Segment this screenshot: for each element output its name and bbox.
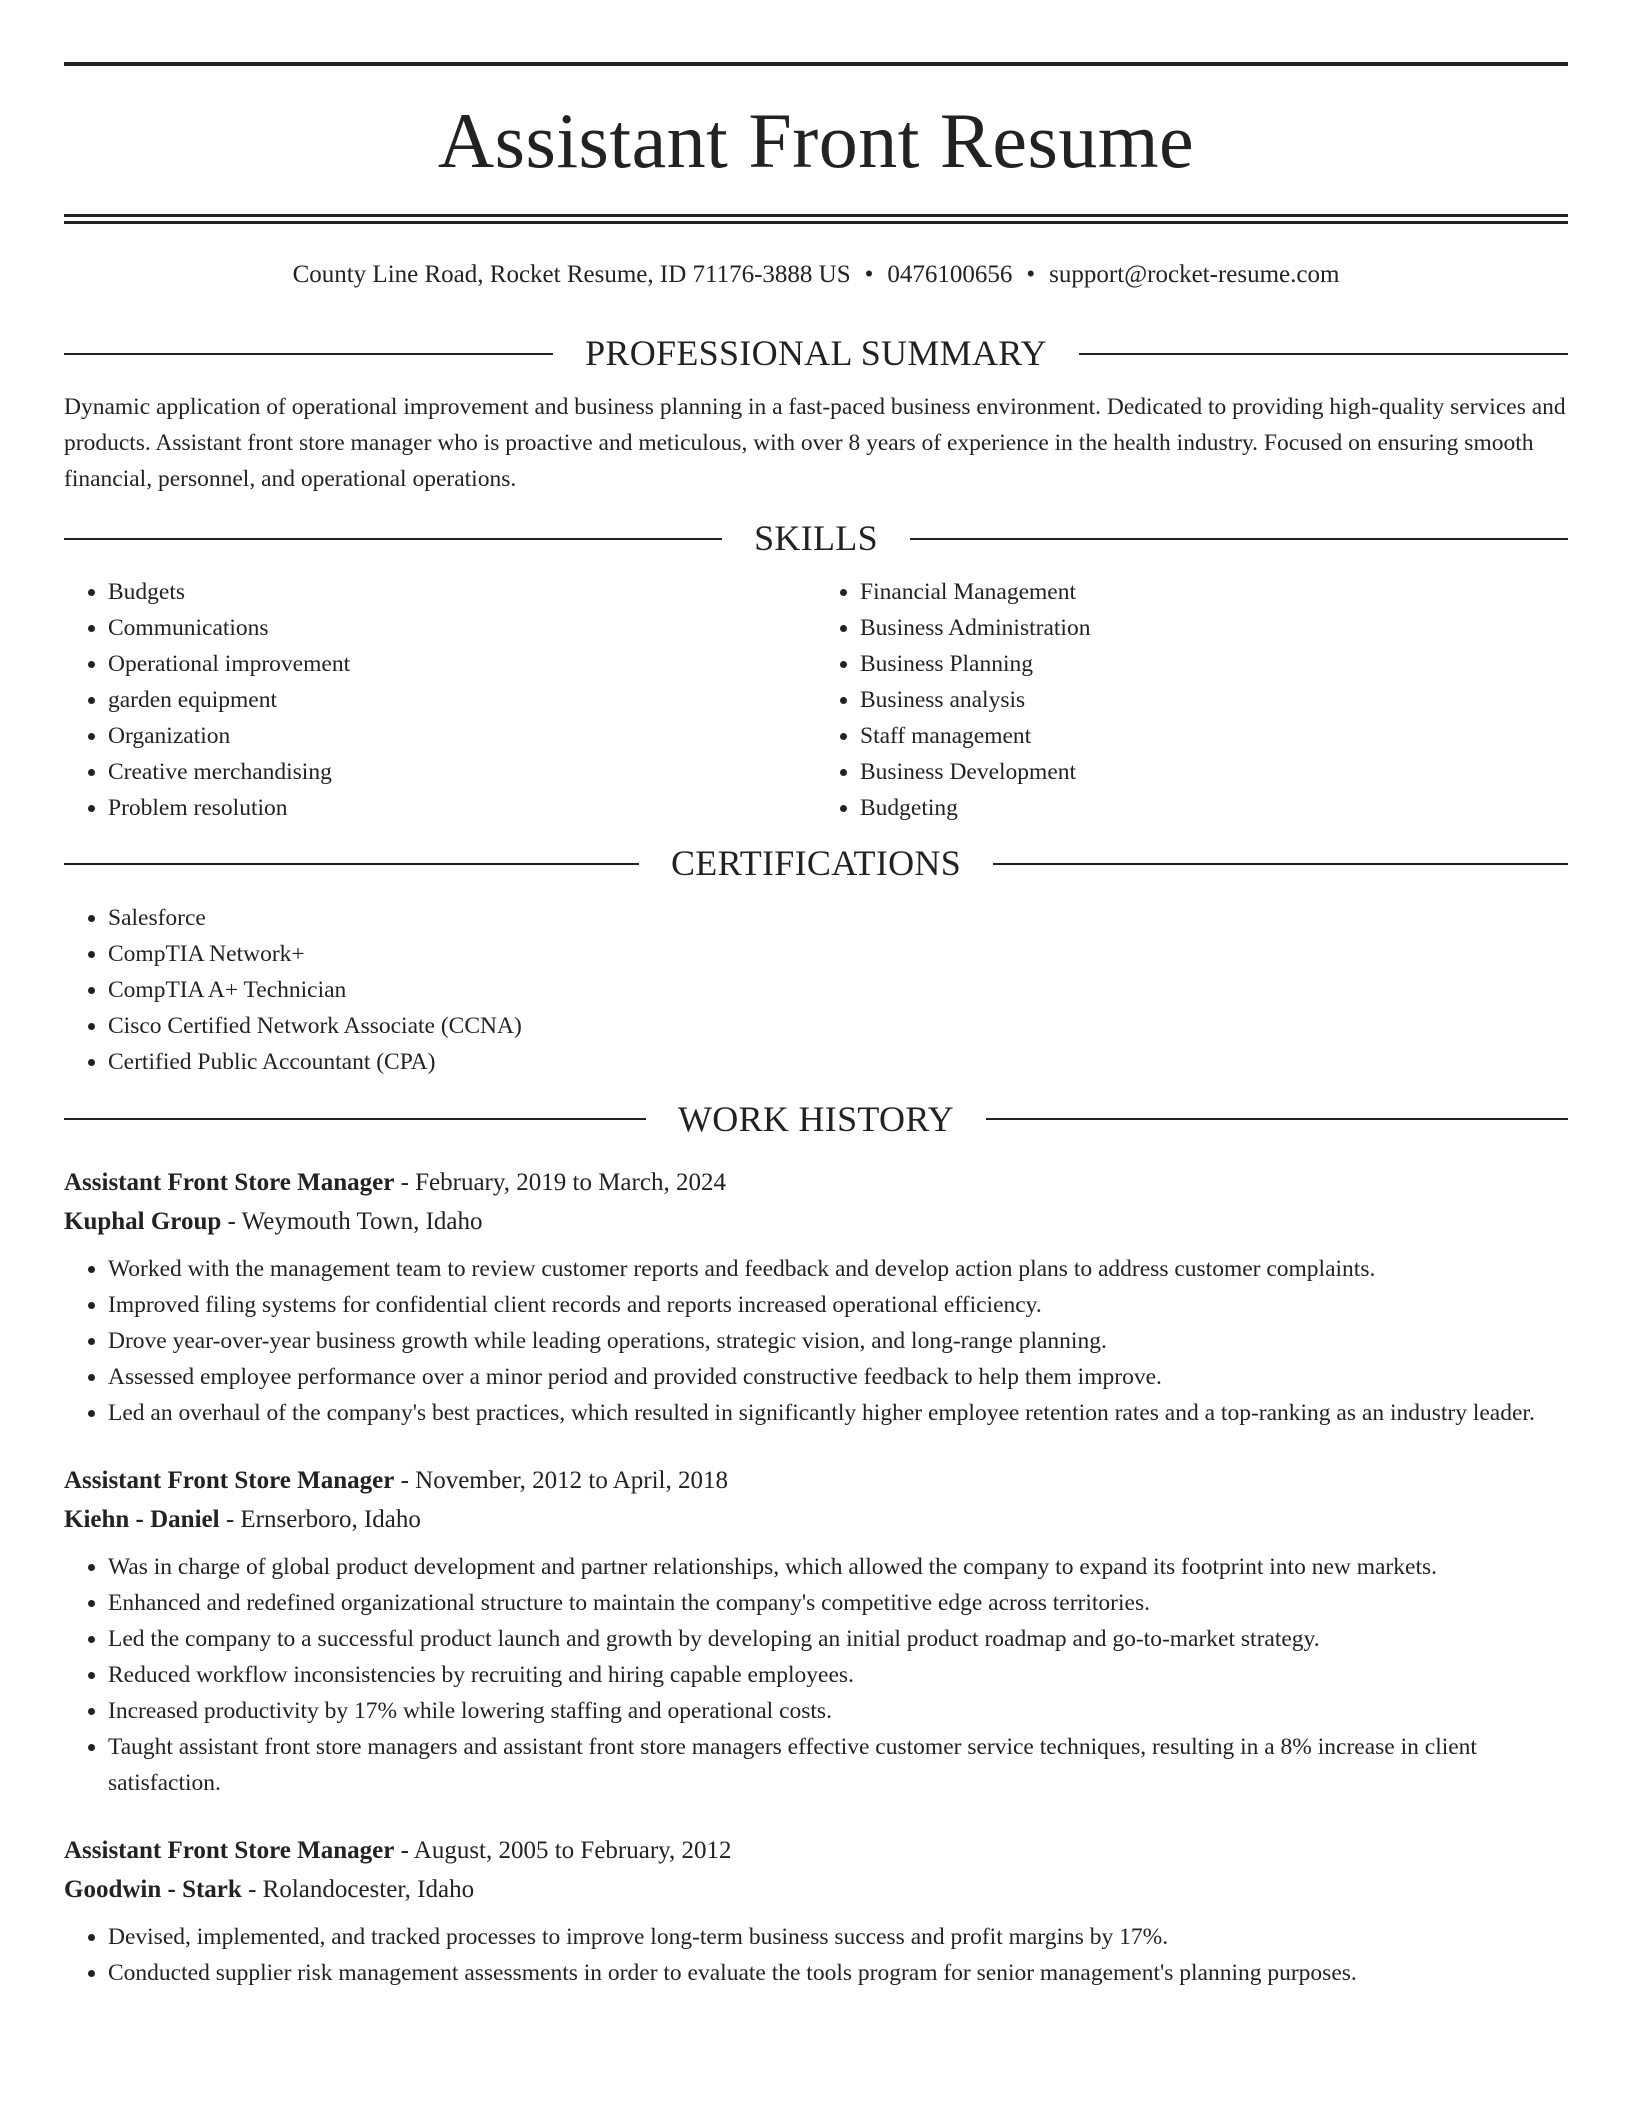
skill-item: • Business Planning (860, 646, 1568, 682)
heading-rule (1079, 353, 1568, 355)
job-bullet: • Enhanced and redefined organizational structure to maintain the company's competitive edge across territories. (108, 1585, 1568, 1621)
skill-item: • Financial Management (860, 574, 1568, 610)
skills-column-right (816, 574, 1568, 826)
top-rule (64, 62, 1568, 66)
section-title: WORK HISTORY (678, 1098, 954, 1139)
job-dates: - August, 2005 to February, 2012 (394, 1836, 732, 1864)
section-heading-work-history (64, 1098, 1568, 1141)
job-entry (64, 1461, 1568, 1801)
section-heading-skills (64, 517, 1568, 560)
resume-title: Assistant Front Resume (437, 97, 1195, 184)
job-location: - Ernserboro, Idaho (219, 1505, 421, 1533)
job-title: Assistant Front Store Manager (64, 1466, 395, 1494)
job-bullets (64, 1251, 1568, 1431)
heading-rule (64, 353, 553, 355)
skill-item: • Organization (108, 718, 816, 754)
job-bullet: • Led the company to a successful product launch and growth by developing an initial product roadmap and go-to-market strategy. (108, 1621, 1568, 1657)
job-bullet: • Led an overhaul of the company's best practices, which resulted in significantly higher employee retention rates and a top-ranking as an industry leader. (108, 1395, 1568, 1431)
heading-rule (986, 1118, 1568, 1120)
job-bullet: • Increased productivity by 17% while lowering staffing and operational costs. (108, 1693, 1568, 1729)
contact-address: County Line Road, Rocket Resume, ID 71176-3888 US (292, 261, 851, 288)
skill-item: • Communications (108, 610, 816, 646)
skills-list-left (64, 574, 816, 826)
skill-item: • Business Development (860, 754, 1568, 790)
job-location: - Rolandocester, Idaho (241, 1875, 475, 1903)
skill-item: • Creative merchandising (108, 754, 816, 790)
section-title: PROFESSIONAL SUMMARY (585, 333, 1047, 373)
job-bullets (64, 1919, 1568, 1991)
skill-item: • Staff management (860, 718, 1568, 754)
job-company-line (64, 1500, 1568, 1539)
job-bullet: • Taught assistant front store managers and assistant front store managers effective customer service techniques, resulting in a 8% increase in client satisfaction. (108, 1729, 1568, 1801)
job-title-line (64, 1461, 1568, 1500)
skill-item: • Operational improvement (108, 646, 816, 682)
contact-line (64, 260, 1568, 290)
job-location: - Weymouth Town, Idaho (221, 1207, 483, 1235)
job-company-line (64, 1202, 1568, 1241)
job-bullet: • Assessed employee performance over a minor period and provided constructive feedback to help them improve. (108, 1359, 1568, 1395)
job-company-line (64, 1870, 1568, 1909)
certification-item: • Cisco Certified Network Associate (CCNA) (108, 1008, 1568, 1044)
section-heading-summary (64, 332, 1568, 375)
job-entry (64, 1831, 1568, 1991)
heading-rule (64, 538, 722, 540)
heading-rule (64, 863, 639, 865)
contact-separator: • (1026, 261, 1036, 288)
skill-item: • Problem resolution (108, 790, 816, 826)
job-bullet: • Improved filing systems for confidential client records and reports increased operational efficiency. (108, 1287, 1568, 1323)
skills-column-left (64, 574, 816, 826)
job-bullet: • Worked with the management team to review customer reports and feedback and develop action plans to address customer complaints. (108, 1251, 1568, 1287)
certification-item: • CompTIA Network+ (108, 936, 1568, 972)
job-bullet: • Drove year-over-year business growth while leading operations, strategic vision, and long-range planning. (108, 1323, 1568, 1359)
job-company: Goodwin - Stark (64, 1875, 242, 1903)
heading-rule (993, 863, 1568, 865)
job-bullet: • Reduced workflow inconsistencies by recruiting and hiring capable employees. (108, 1657, 1568, 1693)
skill-item: • garden equipment (108, 682, 816, 718)
section-title: SKILLS (754, 518, 878, 559)
section-title: CERTIFICATIONS (670, 843, 962, 884)
certification-item: • CompTIA A+ Technician (108, 972, 1568, 1008)
contact-email: support@rocket-resume.com (1049, 261, 1340, 288)
job-dates: - February, 2019 to March, 2024 (394, 1168, 726, 1196)
contact-separator: • (864, 261, 874, 288)
contact-phone: 0476100656 (887, 261, 1013, 288)
job-bullet: • Devised, implemented, and tracked processes to improve long-term business success and profit margins by 17%. (108, 1919, 1568, 1955)
job-company: Kuphal Group (64, 1207, 222, 1235)
summary-text: Dynamic application of operational improvement and business planning in a fast-paced business environment. Dedicated to providing high-quality services and products. Assistant front store manager who is proactive and meticulous, with over 8 years of experience in the health industry. Focused on ensuring smooth financial, personnel, and operational operations. (64, 394, 1566, 493)
certification-item: • Certified Public Accountant (CPA) (108, 1044, 1568, 1080)
job-bullet: • Conducted supplier risk management assessments in order to evaluate the tools program for senior management's planning purposes. (108, 1955, 1568, 1991)
job-dates: - November, 2012 to April, 2018 (394, 1466, 728, 1494)
job-entry (64, 1163, 1568, 1431)
job-bullets (64, 1549, 1568, 1801)
job-title-line (64, 1831, 1568, 1870)
skill-item: • Business analysis (860, 682, 1568, 718)
skill-item: • Business Administration (860, 610, 1568, 646)
title-double-rule (64, 214, 1568, 224)
skill-item: • Budgeting (860, 790, 1568, 826)
job-title-line (64, 1163, 1568, 1202)
heading-rule (910, 538, 1568, 540)
certification-item: • Salesforce (108, 900, 1568, 936)
skills-grid (64, 574, 1568, 826)
skill-item: • Budgets (108, 574, 816, 610)
job-title: Assistant Front Store Manager (64, 1168, 395, 1196)
job-bullet: • Was in charge of global product development and partner relationships, which allowed the company to expand its footprint into new markets. (108, 1549, 1568, 1585)
section-heading-certifications (64, 842, 1568, 885)
skills-list-right (816, 574, 1568, 826)
heading-rule (64, 1118, 646, 1120)
job-title: Assistant Front Store Manager (64, 1836, 395, 1864)
certifications-list (64, 900, 1568, 1080)
job-company: Kiehn - Daniel (64, 1505, 220, 1533)
